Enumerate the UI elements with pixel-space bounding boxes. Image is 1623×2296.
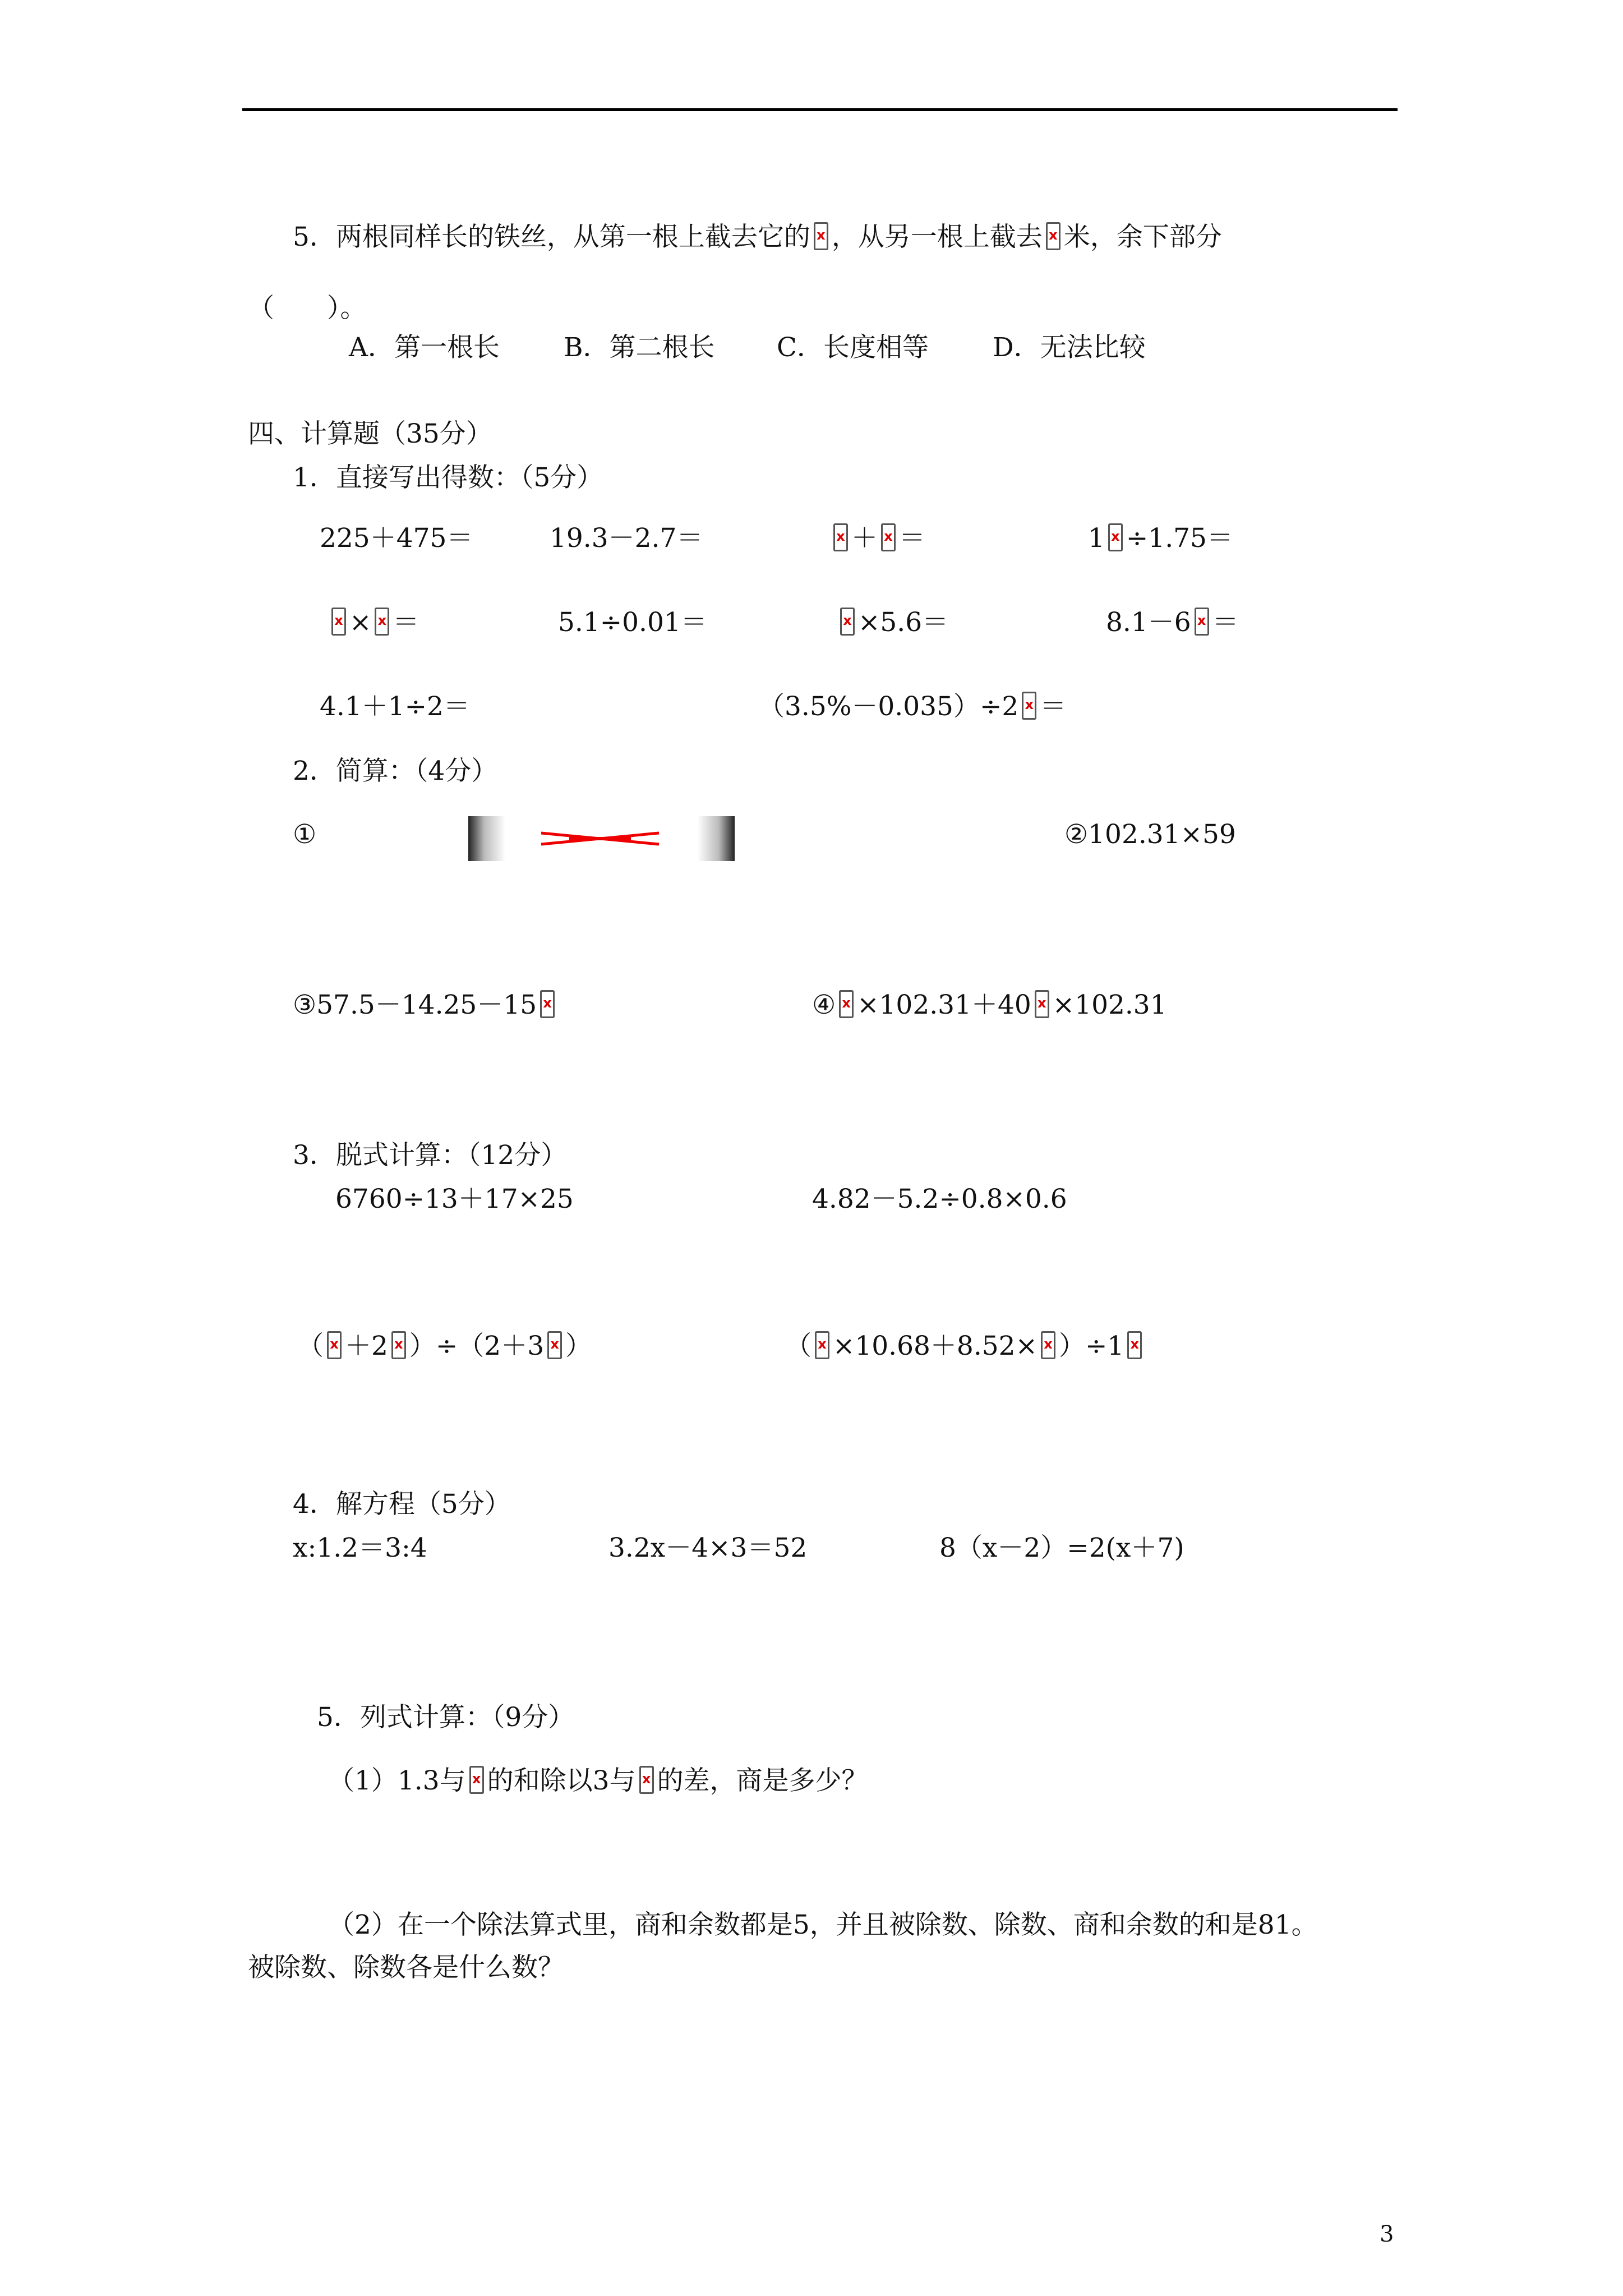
broken-image-icon bbox=[1022, 692, 1036, 720]
calc-r3c1: 4.1＋1÷2＝ bbox=[320, 691, 470, 722]
broken-image-icon bbox=[391, 1331, 406, 1359]
calc-r1c3: x ＋x ＝ bbox=[830, 522, 925, 555]
q5-text-b: ，从另一根上截去 bbox=[831, 222, 1043, 252]
expr4: （x ×10.68＋8.52×x ）÷1x bbox=[785, 1329, 1145, 1363]
broken-image-icon bbox=[1127, 1331, 1142, 1359]
broken-image-icon bbox=[839, 990, 854, 1018]
page-number: 3 bbox=[1380, 2221, 1394, 2247]
part2-title: 2．简算：（4分） bbox=[293, 756, 498, 786]
calc-r1c1: 225＋475＝ bbox=[320, 523, 473, 554]
calc-r2c1: x×x ＝ bbox=[328, 606, 419, 639]
q5-option-a: A．第一根长 bbox=[349, 332, 500, 363]
broken-image-icon bbox=[1041, 1331, 1055, 1359]
broken-image-icon bbox=[814, 222, 828, 250]
simplify-item1-label: ① bbox=[293, 819, 317, 850]
part1-title: 1．直接写出得数：（5分） bbox=[293, 462, 603, 493]
broken-image-icon bbox=[327, 1331, 342, 1359]
word-problem-2-line1: （2）在一个除法算式里，商和余数都是5，并且被除数、除数、商和余数的和是81。 bbox=[328, 1910, 1318, 1940]
broken-image-icon bbox=[1035, 990, 1049, 1018]
broken-image-icon bbox=[1195, 608, 1209, 636]
red-cross-icon bbox=[468, 816, 735, 861]
simplify-item4: ④x ×102.31＋40x ×102.31 bbox=[812, 988, 1167, 1022]
broken-image-icon bbox=[881, 523, 896, 551]
broken-image-icon bbox=[547, 1331, 562, 1359]
q5-text-a: 5．两根同样长的铁丝，从第一根上截去它的 bbox=[293, 222, 810, 252]
broken-image-icon bbox=[469, 1766, 484, 1794]
part4-title: 4．解方程（5分） bbox=[293, 1489, 511, 1520]
section-title: 四、计算题（35分） bbox=[248, 418, 492, 449]
q5-option-d: D．无法比较 bbox=[993, 332, 1146, 363]
broken-image-placeholder bbox=[468, 816, 735, 861]
calc-r2c2: 5.1÷0.01＝ bbox=[558, 607, 707, 638]
header-rule bbox=[242, 108, 1398, 111]
expr2: 4.82－5.2÷0.8×0.6 bbox=[812, 1184, 1067, 1214]
calc-r3c2: （3.5%－0.035）÷2x ＝ bbox=[758, 690, 1066, 724]
broken-image-icon bbox=[540, 990, 555, 1018]
broken-image-icon bbox=[840, 608, 855, 636]
word-problem-2-line2: 被除数、除数各是什么数？ bbox=[248, 1952, 564, 1983]
calc-r1c2: 19.3－2.7＝ bbox=[550, 523, 703, 554]
q5-line1 bbox=[293, 220, 1222, 254]
word-problem-1: （1）1.3与x 的和除以3与x 的差，商是多少？ bbox=[328, 1764, 868, 1798]
broken-image-icon bbox=[833, 523, 848, 551]
calc-r1c4: 1x ÷1.75＝ bbox=[1088, 522, 1233, 555]
expr1: 6760÷13＋17×25 bbox=[335, 1184, 574, 1214]
equation2: 3.2x－4×3＝52 bbox=[608, 1533, 808, 1563]
broken-image-icon bbox=[815, 1331, 829, 1359]
q5-option-b: B．第二根长 bbox=[564, 332, 715, 363]
q5-text-c: 米，余下部分 bbox=[1063, 222, 1222, 252]
simplify-item3: ③57.5－14.25－15x bbox=[293, 988, 558, 1022]
expr3: （x ＋2x ）÷（2＋3x ） bbox=[297, 1329, 592, 1363]
broken-image-icon bbox=[639, 1766, 654, 1794]
equation1: x:1.2＝3:4 bbox=[293, 1533, 427, 1563]
calc-r2c3: x ×5.6＝ bbox=[837, 606, 948, 639]
broken-image-icon bbox=[331, 608, 346, 636]
q5-option-c: C．长度相等 bbox=[777, 332, 929, 363]
q5-line2: （ ）。 bbox=[248, 293, 367, 324]
calc-r2c4: 8.1－6x ＝ bbox=[1106, 606, 1239, 639]
part5-title: 5．列式计算：（9分） bbox=[317, 1702, 575, 1733]
broken-image-icon bbox=[1046, 222, 1061, 250]
part3-title: 3．脱式计算：（12分） bbox=[293, 1140, 568, 1171]
broken-image-icon bbox=[1108, 523, 1123, 551]
equation3: 8（x－2）=2(x＋7) bbox=[939, 1533, 1184, 1563]
broken-image-icon bbox=[375, 608, 389, 636]
simplify-item2: ②102.31×59 bbox=[1064, 819, 1236, 850]
